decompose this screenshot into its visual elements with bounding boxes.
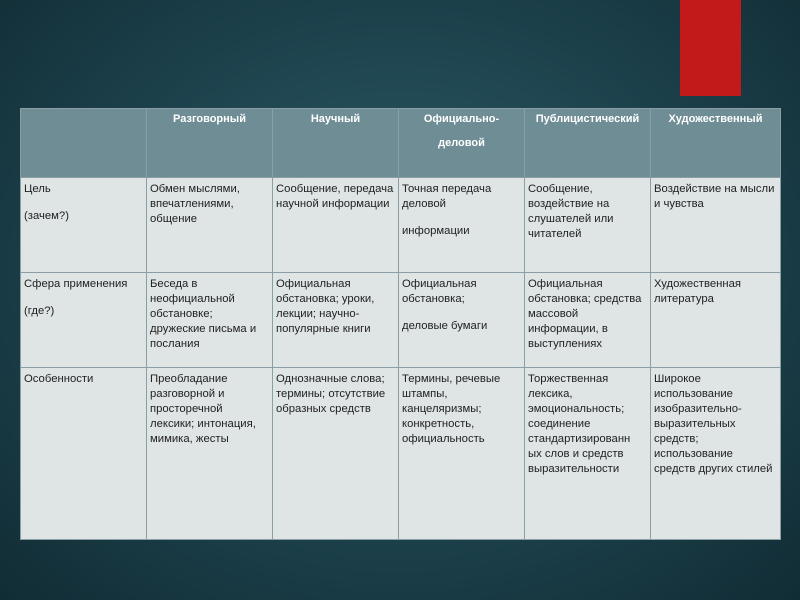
table-row-features bbox=[21, 368, 781, 540]
row-label-question: (зачем?) bbox=[24, 210, 69, 222]
speech-styles-table bbox=[20, 108, 781, 540]
cell-text-line: информации bbox=[402, 225, 470, 237]
row-label-sphere bbox=[21, 273, 147, 368]
table-cell: Сообщение, воздействие на слушателей или читателей bbox=[525, 178, 651, 273]
header-journalistic: Публицистический bbox=[525, 109, 651, 178]
header-row bbox=[21, 109, 781, 178]
table-cell: Художественная литература bbox=[651, 273, 781, 368]
row-label-purpose bbox=[21, 178, 147, 273]
table-cell: Широкое использование изобразительно-выразительных средств; использование средств других стилей bbox=[651, 368, 781, 540]
table-cell: Торжественная лексика, эмоциональность; соединение стандартизированн ых слов и средств выразительности bbox=[525, 368, 651, 540]
table-row-purpose bbox=[21, 178, 781, 273]
header-empty bbox=[21, 109, 147, 178]
header-scientific: Научный bbox=[273, 109, 399, 178]
header-official-business bbox=[399, 109, 525, 178]
cell-text-line: деловые бумаги bbox=[402, 320, 488, 332]
row-label-text: Цель bbox=[24, 183, 51, 195]
header-official-line2: деловой bbox=[438, 137, 485, 149]
row-label-features: Особенности bbox=[21, 368, 147, 540]
row-label-question: (где?) bbox=[24, 305, 55, 317]
table-cell: Сообщение, передача научной информации bbox=[273, 178, 399, 273]
cell-text-line: Официальная обстановка; bbox=[402, 278, 477, 305]
table-row-sphere bbox=[21, 273, 781, 368]
table-cell: Официальная обстановка; средства массовой информации, в выступлениях bbox=[525, 273, 651, 368]
header-artistic: Художественный bbox=[651, 109, 781, 178]
table-cell bbox=[399, 273, 525, 368]
red-accent-block bbox=[680, 0, 741, 96]
table-cell bbox=[399, 178, 525, 273]
styles-table-container bbox=[20, 108, 780, 523]
row-label-text: Сфера применения bbox=[24, 278, 128, 290]
table-cell: Преобладание разговорной и просторечной лексики; интонация, мимика, жесты bbox=[147, 368, 273, 540]
table-cell: Обмен мыслями, впечатлениями, общение bbox=[147, 178, 273, 273]
header-official-line1: Официально- bbox=[423, 113, 500, 125]
cell-text-line: Точная передача деловой bbox=[402, 183, 492, 210]
table-cell: Воздействие на мысли и чувства bbox=[651, 178, 781, 273]
table-cell: Однозначные слова; термины; отсутствие образных средств bbox=[273, 368, 399, 540]
table-cell: Официальная обстановка; уроки, лекции; научно-популярные книги bbox=[273, 273, 399, 368]
header-conversational: Разговорный bbox=[147, 109, 273, 178]
table-cell: Термины, речевые штампы, канцеляризмы; конкретность, официальность bbox=[399, 368, 525, 540]
table-cell: Беседа в неофициальной обстановке; дружеские письма и послания bbox=[147, 273, 273, 368]
